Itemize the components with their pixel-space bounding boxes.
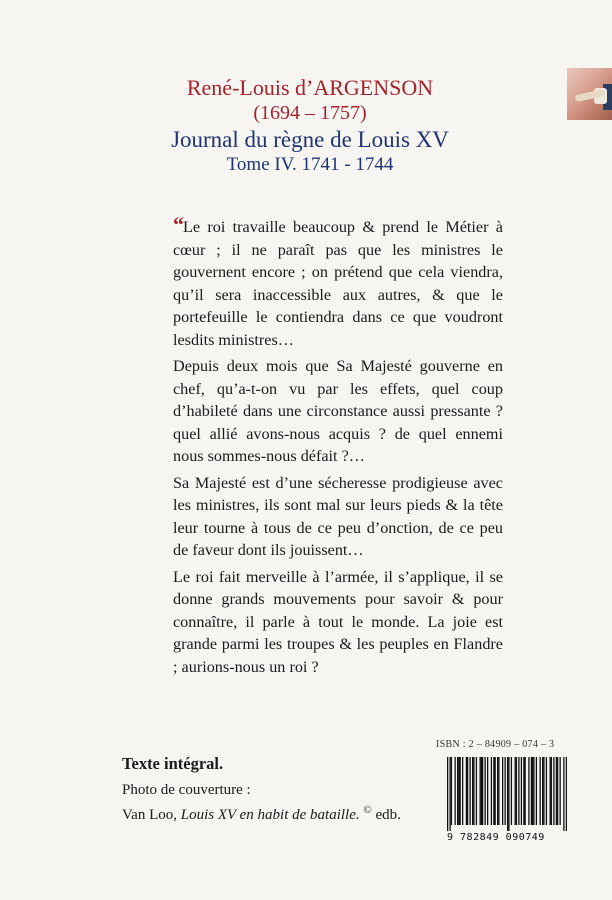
barcode-bar	[515, 757, 516, 825]
barcode-bar	[533, 757, 534, 825]
copyright-mark: ©	[363, 804, 372, 816]
credits-block	[122, 754, 442, 825]
barcode-bar	[523, 757, 524, 825]
quote-paragraph: Sa Majesté est d’une sécheresse prodigieuse avec les ministres, ils sont mal sur leurs pieds & la tête leur tourne à tous de ce peu d’onction, de ce peu de faveur dont ils jouissent…	[173, 473, 503, 559]
barcode-bar	[551, 757, 552, 825]
isbn-label: ISBN : 2 – 84909 – 074 – 3	[436, 739, 555, 750]
barcode-bar	[505, 757, 506, 825]
quote-paragraph: Depuis deux mois que Sa Majesté gouverne en chef, qu’a-t-on vu par les effets, quel coup d’habileté dans une circonstance aussi pressante ? quel allié avons-nous acquis ? de quel ennemi nous sommes-nous défait ?…	[173, 357, 503, 465]
barcode-bar	[466, 757, 467, 825]
barcode-bar	[462, 757, 463, 825]
barcode-bar	[472, 757, 473, 825]
barcode-bar	[543, 757, 544, 825]
barcode-bar	[458, 757, 459, 825]
barcode-bar	[502, 757, 503, 825]
barcode-bar	[487, 757, 488, 825]
barcode-bar	[550, 757, 551, 825]
painting-title: Louis XV en habit de bataille.	[180, 807, 360, 823]
barcode-bar	[557, 757, 558, 825]
ean-barcode-icon	[447, 757, 567, 831]
barcode-bar	[521, 757, 522, 825]
barcode-bar	[451, 757, 452, 825]
barcode-bar	[511, 757, 512, 825]
photo-label: Photo de couverture :	[122, 782, 251, 798]
barcode-block	[447, 757, 567, 843]
barcode-bar	[560, 757, 561, 825]
barcode-bar	[495, 757, 496, 825]
barcode-bar	[473, 757, 474, 825]
barcode-digits: 9 782849 090749	[447, 832, 545, 843]
barcode-bar	[455, 757, 456, 825]
publisher-name: edb.	[375, 807, 401, 823]
barcode-bar	[566, 757, 567, 831]
barcode-bar	[485, 757, 486, 825]
quotation	[173, 214, 503, 682]
barcode-bar	[493, 757, 494, 825]
barcode-bar	[556, 757, 557, 825]
barcode-bar	[542, 757, 543, 825]
quote-paragraph: Le roi fait merveille à l’armée, il s’applique, il se donne grands mouvements pour savoir & pour connaître, il parle à tout le monde. La joie est grande parmi les troupes & les peuples en Flandre ; aurions-nous un roi ?	[173, 567, 503, 676]
barcode-bar	[540, 757, 541, 825]
author-dates: (1694 – 1757)	[253, 102, 367, 124]
barcode-bar	[525, 757, 526, 825]
barcode-bar	[481, 757, 482, 825]
barcode-bar	[482, 757, 483, 825]
barcode-bar	[457, 757, 458, 825]
barcode-bar	[447, 757, 448, 831]
full-text-note: Texte intégral.	[122, 754, 224, 773]
barcode-bar	[467, 757, 468, 825]
barcode-bar	[516, 757, 517, 825]
barcode-bar	[498, 757, 499, 825]
painter-name: Van Loo,	[122, 807, 177, 823]
barcode-bar	[508, 757, 509, 831]
volume-label: Tome IV. 1741 - 1744	[226, 154, 394, 175]
barcode-bar	[531, 757, 532, 825]
quote-paragraph: “Le roi travaille beaucoup & prend le Métier à cœur ; il ne paraît pas que les ministres le gouvernent encore ; on prétend que cela viendra, qu’il sera inaccessible aux autres, & que le portefeuille le contiendra dans ce que voudront lesdits ministres…	[173, 212, 503, 349]
barcode-bar	[518, 757, 519, 825]
barcode-bar	[528, 757, 529, 825]
barcode-bar	[497, 757, 498, 825]
cover-photo-credit	[122, 780, 442, 825]
barcode-bar	[476, 757, 477, 825]
open-quote-mark: “	[173, 212, 183, 237]
barcode-bar	[460, 757, 461, 825]
barcode-bar	[470, 757, 471, 825]
barcode-bar	[491, 757, 492, 825]
barcode-bar	[532, 757, 533, 825]
barcode-bar	[507, 757, 508, 831]
barcode-bar	[553, 757, 554, 825]
author-name: René-Louis d’ARGENSON	[186, 75, 434, 100]
book-title: Journal du règne de Louis XV	[171, 127, 449, 152]
barcode-bar	[536, 757, 537, 825]
title-block	[110, 76, 510, 176]
barcode-bar	[450, 757, 451, 831]
painting-thumbnail-icon	[567, 68, 612, 120]
barcode-bar	[563, 757, 564, 831]
barcode-bar	[546, 757, 547, 825]
barcode-bar	[480, 757, 481, 825]
